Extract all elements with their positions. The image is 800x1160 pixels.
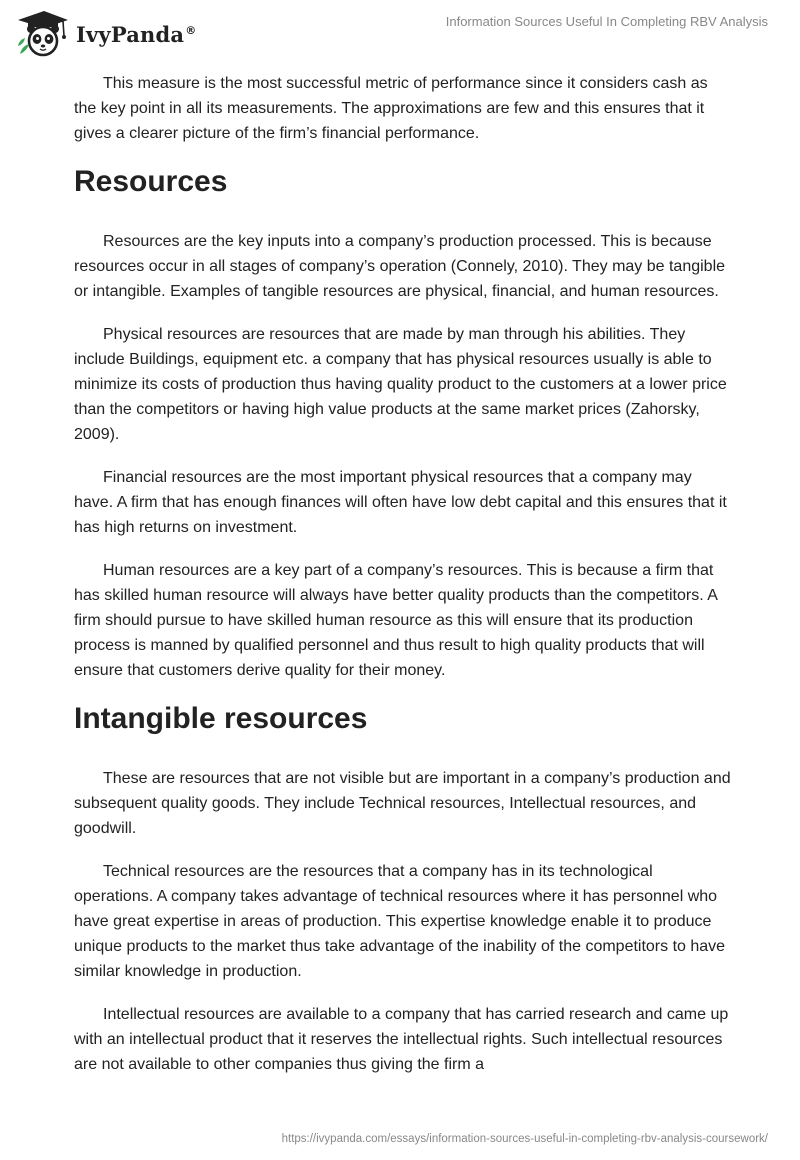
paragraph: These are resources that are not visible but are important in a company’s production and subsequent quality goods. They include Technical resources, Intellectual resources, and goodwill. xyxy=(74,770,731,837)
page-header xyxy=(0,0,800,70)
paragraph: Financial resources are the most important physical resources that a company may have. A firm that has enough finances will often have low debt capital and this ensures that it has high returns on investment. xyxy=(74,469,727,536)
paragraph: Physical resources are resources that are made by man through his abilities. They include Buildings, equipment etc. a company that has physical resources usually is able to minimize its costs of production thus having quality product to the customers at a lower price than the competitors or having high value products at the same market prices (Zahorsky, 2009). xyxy=(74,326,727,443)
source-url[interactable]: https://ivypanda.com/essays/information-sources-useful-in-completing-rbv-analysis-coursework/ xyxy=(281,1133,768,1145)
section-heading-intangible-resources: Intangible resources xyxy=(74,702,368,735)
intro-paragraph: This measure is the most successful metric of performance since it considers cash as the key point in all its measurements. The approximations are few and this ensures that it gives a clearer picture of the firm’s financial performance. xyxy=(74,75,708,142)
paragraph: Technical resources are the resources that a company has in its technological operations. A company takes advantage of technical resources where it has personnel who have great expertise in areas of production. This expertise knowledge enable it to produce unique products to the market thus take advantage of the inability of the competitors to have similar knowledge in production. xyxy=(74,863,726,980)
registered-mark: ® xyxy=(185,23,197,37)
section-heading-resources: Resources xyxy=(74,165,228,198)
document-title: Information Sources Useful In Completing RBV Analysis xyxy=(445,14,768,29)
ivypanda-logo[interactable] xyxy=(14,8,196,58)
essay-body xyxy=(74,71,734,1095)
panda-graduate-icon xyxy=(14,8,70,58)
paragraph: Human resources are a key part of a company’s resources. This is because a firm that has skilled human resource will always have better quality products than the competitors. A firm should pursue to have skilled human resource as this will ensure that its production process is manned by qualified personnel and thus result to high quality products that will ensure that customers derive quality for their money. xyxy=(74,562,717,679)
paragraph: Resources are the key inputs into a company’s production processed. This is because resources occur in all stages of company’s operation (Connely, 2010). They may be tangible or intangible. Examples of tangible resources are physical, financial, and human resources. xyxy=(74,233,726,300)
logo-text: IvyPanda® xyxy=(76,21,197,47)
paragraph: Intellectual resources are available to a company that has carried research and came up with an intellectual product that it reserves the intellectual rights. Such intellectual resources are not available to other companies thus giving the firm a xyxy=(74,1006,729,1073)
